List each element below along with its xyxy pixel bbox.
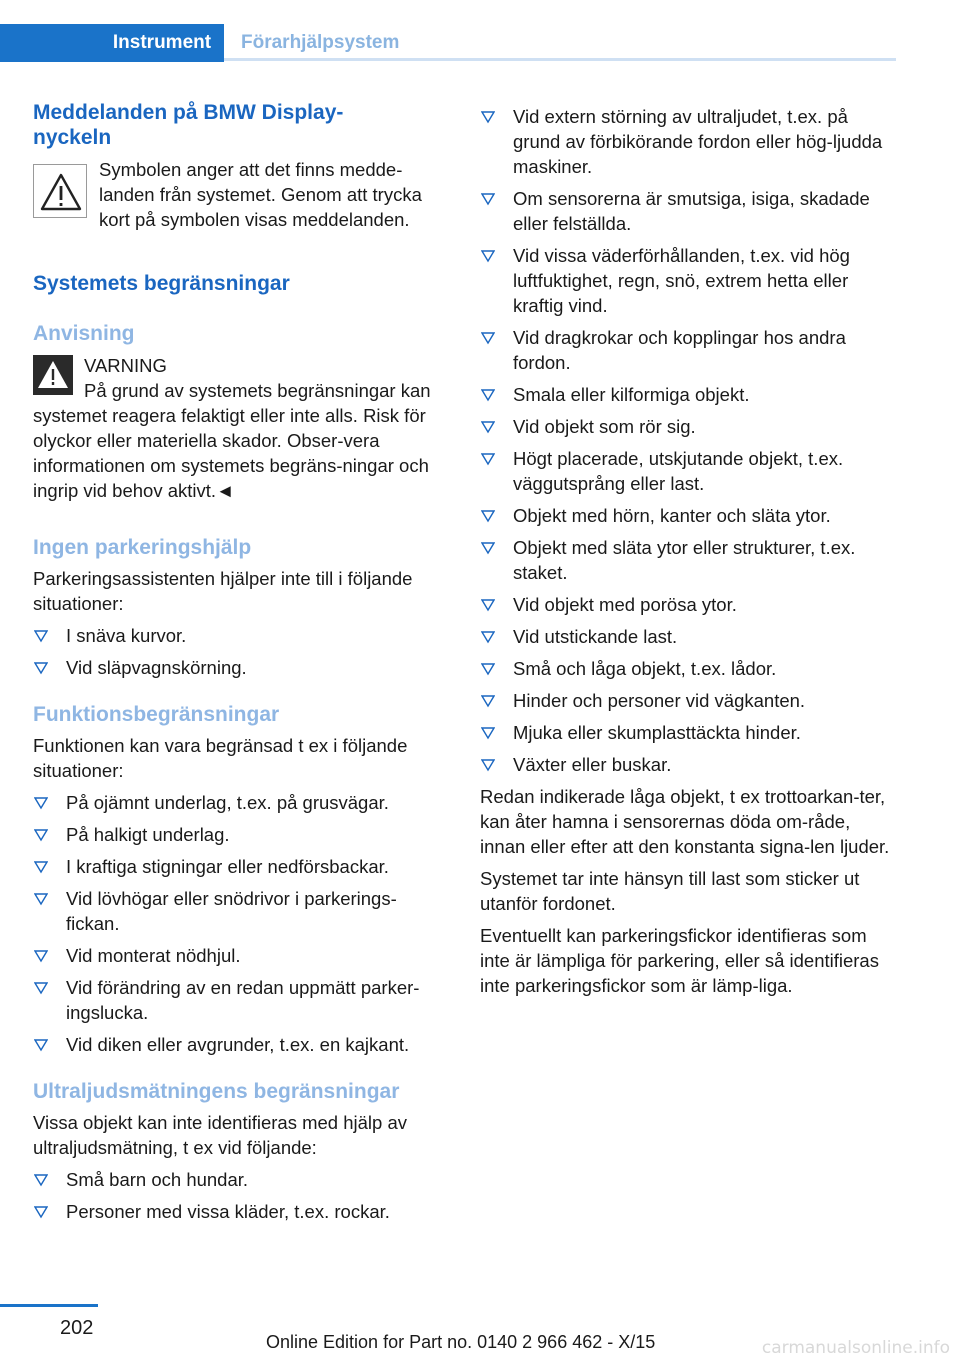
no-help-intro: Parkeringsassistenten hjälper inte till i följande situationer: [33, 568, 413, 614]
list-item: Smala eller kilformiga objekt. [480, 382, 900, 407]
warning-triangle-icon [33, 164, 87, 218]
triangle-bullet-icon [34, 1173, 48, 1187]
tab-forarhjalpsystem[interactable]: Förarhjälpsystem [241, 32, 400, 53]
triangle-bullet-icon [481, 694, 495, 708]
display-message-block [33, 157, 449, 253]
list-item: Högt placerade, utskjutande objekt, t.ex. väggutsprång eller last. [480, 446, 900, 496]
list-item: Vid släpvagnskörning. [33, 655, 449, 680]
heading-system-limits: Systemets begränsningar [33, 272, 290, 295]
list-item: Vid förändring av en redan uppmätt parker-ingslucka. [33, 975, 449, 1025]
warning-block [33, 353, 449, 503]
triangle-bullet-icon [34, 1038, 48, 1052]
list-item: I kraftiga stigningar eller nedförsbackar. [33, 854, 449, 879]
triangle-bullet-icon [34, 1205, 48, 1219]
triangle-bullet-icon [481, 388, 495, 402]
list-item: Vid objekt med porösa ytor. [480, 592, 900, 617]
func-list [33, 790, 449, 1057]
triangle-bullet-icon [481, 420, 495, 434]
triangle-bullet-icon [481, 630, 495, 644]
list-item: Vid objekt som rör sig. [480, 414, 900, 439]
triangle-bullet-icon [481, 509, 495, 523]
list-item: Hinder och personer vid vägkanten. [480, 688, 900, 713]
warning-text: På grund av systemets begränsningar kan systemet reagera felaktigt eller inte alls. Risk för olyckor eller materiella skador. Obser-vera informationen om systemets begräns-ningar och ingrip vid behov aktivt.◄ [33, 380, 431, 501]
list-item: Växter eller buskar. [480, 752, 900, 777]
left-column [33, 100, 449, 1231]
paragraph-low-objects: Redan indikerade låga objekt, t ex trottoarkan-ter, kan åter hamna i sensorernas döda om-råde, innan eller efter att den konstanta signa-len ljuder. [480, 786, 890, 857]
paragraph-protruding-load: Systemet tar inte hänsyn till last som sticker ut utanför fordonet. [480, 868, 860, 914]
triangle-bullet-icon [481, 192, 495, 206]
page-header [0, 24, 960, 62]
list-item: Vid dragkrokar och kopplingar hos andra fordon. [480, 325, 900, 375]
triangle-bullet-icon [34, 892, 48, 906]
triangle-bullet-icon [34, 828, 48, 842]
footer-accent-line [0, 1304, 98, 1307]
list-item: Små och låga objekt, t.ex. lådor. [480, 656, 900, 681]
paragraph-parking-spaces: Eventuellt kan parkeringsfickor identifieras som inte är lämpliga för parkering, eller så identifieras inte parkeringsfickor som är lämp-liga. [480, 925, 879, 996]
list-item: Objekt med hörn, kanter och släta ytor. [480, 503, 900, 528]
display-message-text: Symbolen anger att det finns medde- landen från systemet. Genom att trycka kort på symbolen visas meddelanden. [99, 159, 422, 230]
list-item: Vid diken eller avgrunder, t.ex. en kajkant. [33, 1032, 449, 1057]
triangle-bullet-icon [34, 661, 48, 675]
no-help-list [33, 623, 449, 680]
triangle-bullet-icon [481, 662, 495, 676]
right-column [480, 104, 900, 998]
watermark: carmanualsonline.info [761, 1338, 950, 1358]
warning-label: VARNING [84, 355, 167, 376]
triangle-bullet-icon [481, 541, 495, 555]
triangle-bullet-icon [34, 629, 48, 643]
heading-no-parking-help: Ingen parkeringshjälp [33, 536, 252, 559]
list-item: På halkigt underlag. [33, 822, 449, 847]
edition-note: Online Edition for Part no. 0140 2 966 462 - X/15 [266, 1332, 656, 1352]
heading-display-messages: Meddelanden på BMW Display- nyckeln [33, 101, 344, 149]
list-item: Personer med vissa kläder, t.ex. rockar. [33, 1199, 449, 1224]
ultra-list-continued [480, 104, 900, 777]
triangle-bullet-icon [481, 452, 495, 466]
list-item: Vid extern störning av ultraljudet, t.ex. på grund av förbikörande fordon eller hög-ljudda maskiner. [480, 104, 900, 179]
heading-function-limits: Funktionsbegränsningar [33, 703, 280, 726]
list-item: I snäva kurvor. [33, 623, 449, 648]
list-item: Mjuka eller skumplasttäckta hinder. [480, 720, 900, 745]
list-item: Objekt med släta ytor eller strukturer, t.ex. staket. [480, 535, 900, 585]
triangle-bullet-icon [481, 598, 495, 612]
triangle-bullet-icon [481, 758, 495, 772]
header-rule [224, 58, 896, 61]
triangle-bullet-icon [34, 949, 48, 963]
triangle-bullet-icon [481, 110, 495, 124]
list-item: Om sensorerna är smutsiga, isiga, skadade eller felställda. [480, 186, 900, 236]
heading-note: Anvisning [33, 322, 135, 345]
ultra-intro: Vissa objekt kan inte identifieras med hjälp av ultraljudsmätning, t ex vid följande: [33, 1112, 407, 1158]
triangle-bullet-icon [34, 796, 48, 810]
header-accent-bar [0, 24, 100, 62]
list-item: Vid monterat nödhjul. [33, 943, 449, 968]
triangle-bullet-icon [481, 331, 495, 345]
heading-ultrasonic-limits: Ultraljudsmätningens begränsningar [33, 1080, 400, 1103]
list-item: Vid vissa väderförhållanden, t.ex. vid hög luftfuktighet, regn, snö, extrem hetta eller kraftig vind. [480, 243, 900, 318]
warning-icon [33, 355, 73, 395]
func-intro: Funktionen kan vara begränsad t ex i följande situationer: [33, 735, 408, 781]
triangle-bullet-icon [34, 860, 48, 874]
list-item: På ojämnt underlag, t.ex. på grusvägar. [33, 790, 449, 815]
list-item: Vid utstickande last. [480, 624, 900, 649]
ultra-list [33, 1167, 449, 1224]
list-item: Små barn och hundar. [33, 1167, 449, 1192]
triangle-bullet-icon [34, 981, 48, 995]
tab-instrument[interactable]: Instrument [100, 24, 224, 62]
triangle-bullet-icon [481, 249, 495, 263]
list-item: Vid lövhögar eller snödrivor i parkerings-fickan. [33, 886, 449, 936]
triangle-bullet-icon [481, 726, 495, 740]
page-number: 202 [60, 1317, 94, 1339]
